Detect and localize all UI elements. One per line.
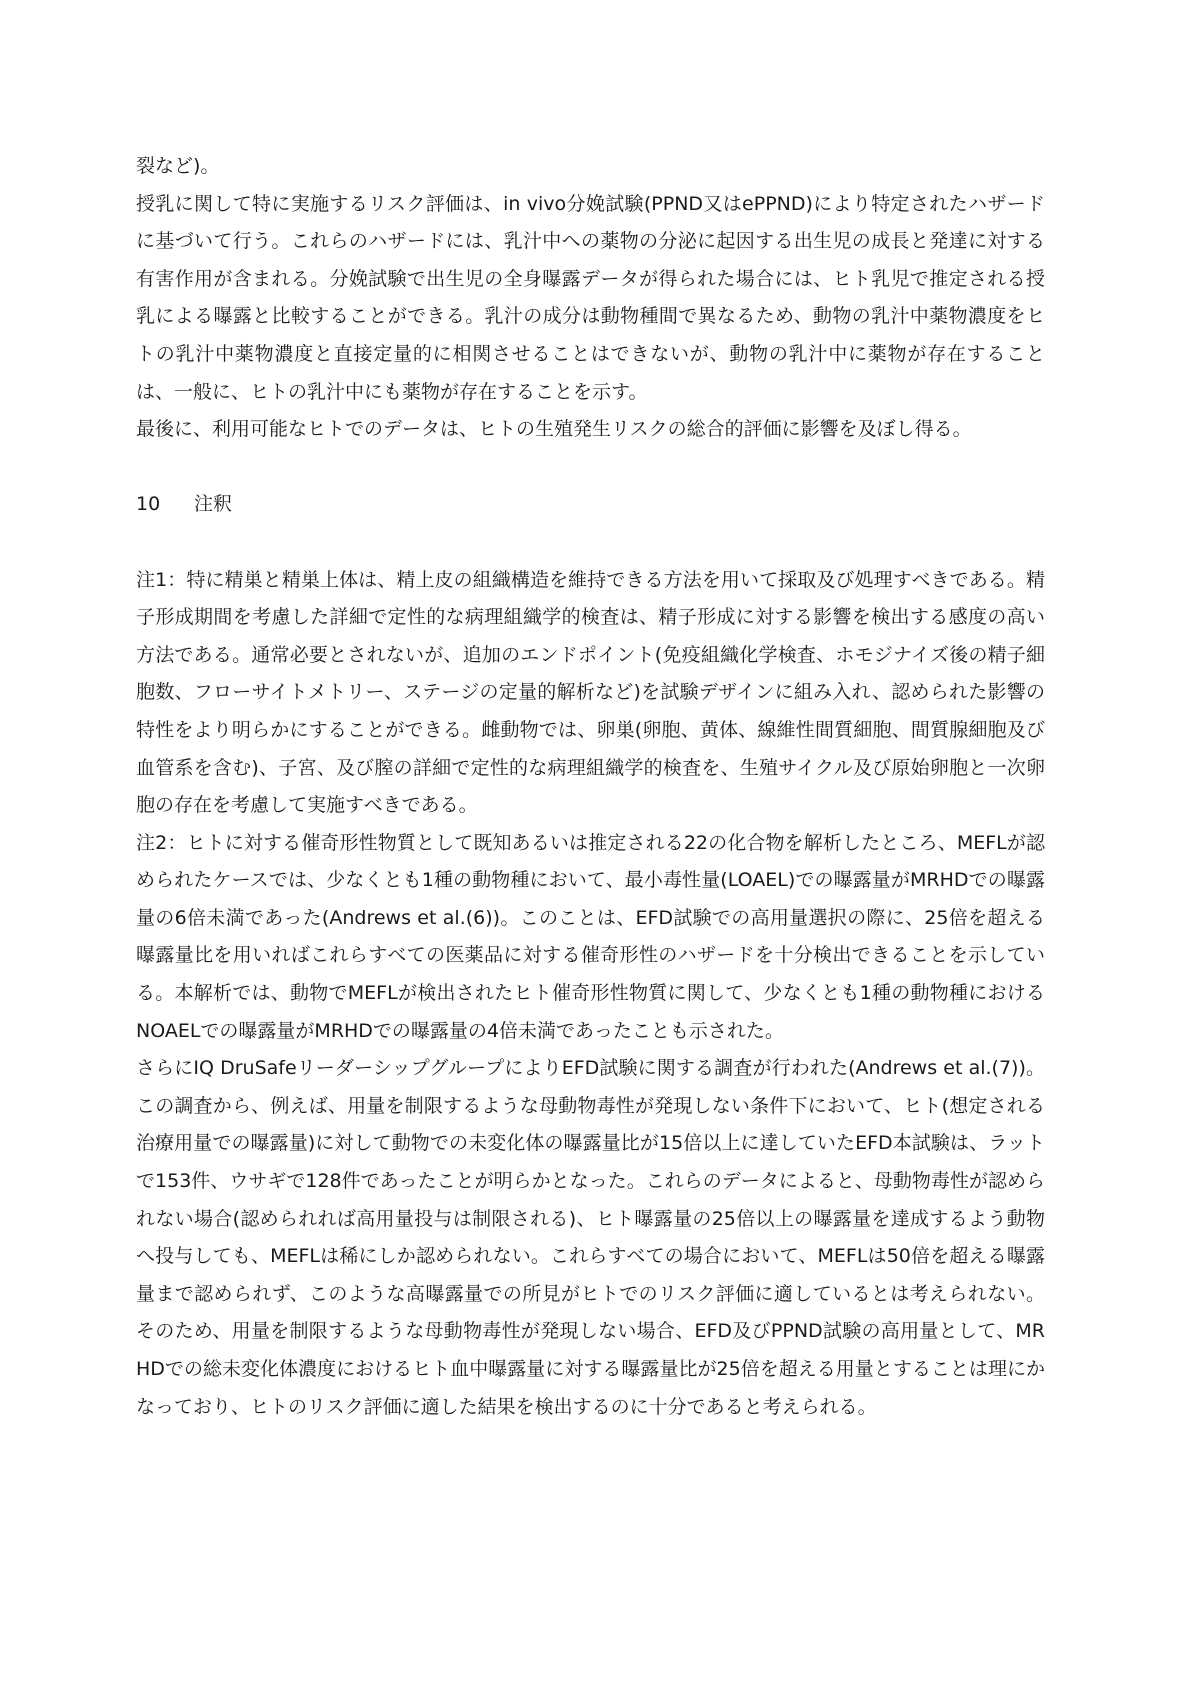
section-heading — [136, 486, 1045, 524]
spacer — [136, 449, 1045, 487]
paragraph-continuation: 裂など)。 — [136, 155, 220, 177]
section-title: 注釈 — [194, 493, 233, 516]
spacer — [136, 524, 1045, 562]
note-2-continuation: さらにIQ DruSafeリーダーシップグループによりEFD試験に関する調査が行われた(Andrews et al.(7))。この調査から、例えば、用量を制限するような母動物毒性が発現しない条件下において、ヒト(想定される治療用量での曝露量)に対して動物での未変化体の曝露量比が15倍以上に達していたEFD本試験は、ラットで153件、ウサギで128件であったことが明らかとなった。これらのデータによると、母動物毒性が認められない場合(認められれば高用量投与は制限される)、ヒト曝露量の25倍以上の曝露量を達成するよう動物へ投与しても、MEFLは稀にしか認められない。これらすべての場合において、MEFLは50倍を超える曝露量まで認められず、このような高曝露量での所見がヒトでのリスク評価に適しているとは考えられない。そのため、用量を制限するような母動物毒性が発現しない場合、EFD及びPPND試験の高用量として、MRHDでの総未変化体濃度におけるヒト血中曝露量に対する曝露量比が25倍を超える用量とすることは理にかなっており、ヒトのリスク評価に適した結果を検出するのに十分であると考えられる。 — [136, 1057, 1045, 1418]
paragraph-lactation-risk: 授乳に関して特に実施するリスク評価は、in vivo分娩試験(PPND又はePPND)により特定されたハザードに基づいて行う。これらのハザードには、乳汁中への薬物の分泌に起因する出生児の成長と発達に対する有害作用が含まれる。分娩試験で出生児の全身曝露データが得られた場合には、ヒト乳児で推定される授乳による曝露と比較することができる。乳汁の成分は動物種間で異なるため、動物の乳汁中薬物濃度をヒトの乳汁中薬物濃度と直接定量的に相関させることはできないが、動物の乳汁中に薬物が存在することは、一般に、ヒトの乳汁中にも薬物が存在することを示す。 — [136, 192, 1045, 403]
note-2: 注2：ヒトに対する催奇形性物質として既知あるいは推定される22の化合物を解析したところ、MEFLが認められたケースでは、少なくとも1種の動物種において、最小毒性量(LOAEL)での曝露量がMRHDでの曝露量の6倍未満であった(Andrews et al.(6))。このことは、EFD試験での高用量選択の際に、25倍を超える曝露量比を用いればこれらすべての医薬品に対する催奇形性のハザードを十分検出できることを示している。本解析では、動物でMEFLが検出されたヒト催奇形性物質に関して、少なくとも1種の動物種におけるNOAELでの曝露量がMRHDでの曝露量の4倍未満であったことも示された。 — [136, 831, 1045, 1042]
note-1: 注1：特に精巣と精巣上体は、精上皮の組織構造を維持できる方法を用いて採取及び処理すべきである。精子形成期間を考慮した詳細で定性的な病理組織学的検査は、精子形成に対する影響を検出する感度の高い方法である。通常必要とされないが、追加のエンドポイント(免疫組織化学検査、ホモジナイズ後の精子細胞数、フローサイトメトリー、ステージの定量的解析など)を試験デザインに組み入れ、認められた影響の特性をより明らかにすることができる。雌動物では、卵巣(卵胞、黄体、線維性間質細胞、間質腺細胞及び血管系を含む)、子宮、及び膣の詳細で定性的な病理組織学的検査を、生殖サイクル及び原始卵胞と一次卵胞の存在を考慮して実施すべきである。 — [136, 568, 1045, 817]
paragraph-human-data: 最後に、利用可能なヒトでのデータは、ヒトの生殖発生リスクの総合的評価に影響を及ぼし得る。 — [136, 418, 972, 441]
section-number: 10 — [136, 493, 161, 516]
